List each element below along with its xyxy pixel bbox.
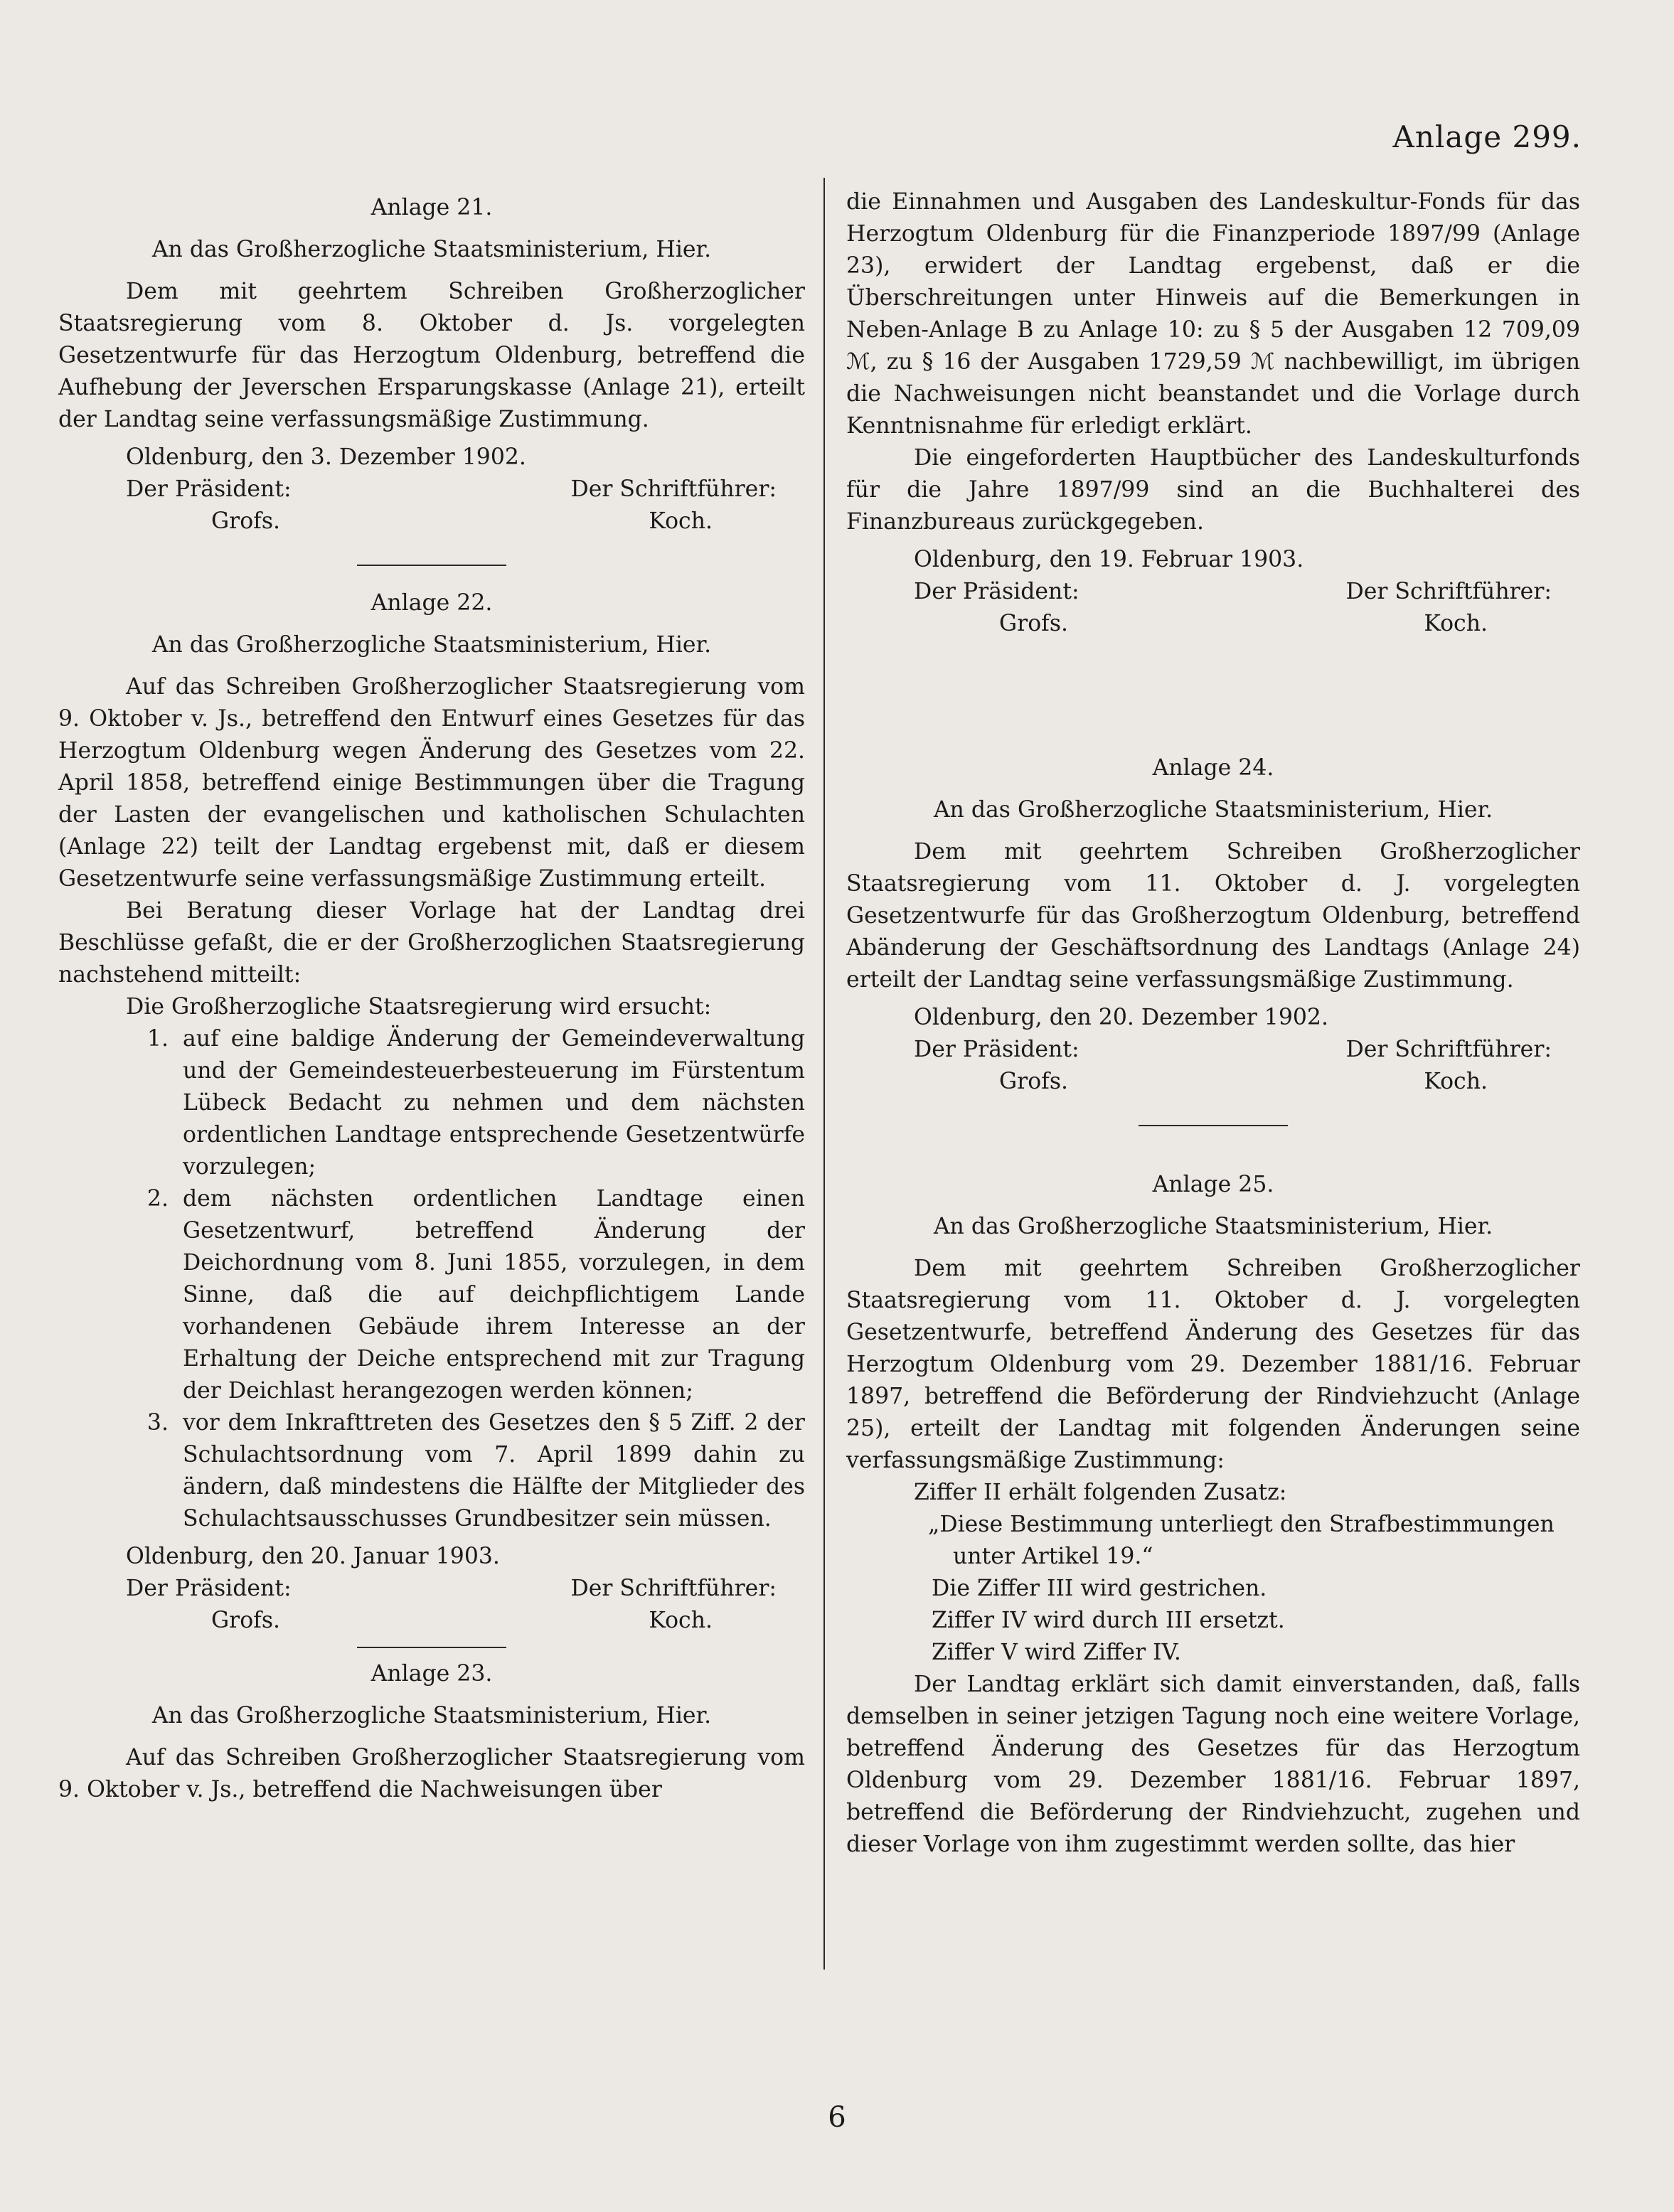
section-title: Anlage 22. [370,590,493,616]
secretary-name: Koch. [1424,611,1488,636]
section-anlage-25 [846,1169,1580,1861]
left-column [58,186,805,1806]
secretary-name: Koch. [1424,1069,1488,1094]
president-label: Der Präsident: [914,1037,1079,1062]
secretary-name: Koch. [649,1608,713,1633]
paragraph: Bei Beratung dieser Vorlage hat der Landtag drei Beschlüsse gefaßt, die er der Großherzoglichen Staatsregierung nachstehend mitteilt: [58,898,805,988]
page-header-label: Anlage 299. [1392,119,1582,154]
signature-labels [846,576,1580,608]
signature-names [58,1605,805,1637]
paragraph: Dem mit geehrtem Schreiben Großherzoglicher Staatsregierung vom 11. Oktober d. J. vorgelegten Gesetzentwurfe für das Großherzogtum Oldenburg, betreffend Abänderung der Geschäftsordnung des Landtags (Anlage 24) erteilt der Landtag seine verfassungsmäßige Zustimmung. [846,839,1580,993]
column-divider [823,178,825,1970]
secretary-label: Der Schriftführer: [1345,1037,1552,1062]
secretary-name: Koch. [649,508,713,534]
date-line: Oldenburg, den 3. Dezember 1902. [126,444,526,470]
addressee: An das Großherzogliche Staatsministerium, Hier. [151,1703,712,1729]
secretary-label: Der Schriftführer: [570,1576,777,1601]
amendment-line: Die Ziffer III wird gestrichen. [932,1576,1267,1601]
secretary-label: Der Schriftführer: [570,476,777,502]
section-anlage-23 [58,1658,805,1806]
section-anlage-23-continued [846,186,1580,640]
section-anlage-21 [58,192,805,538]
paragraph: Dem mit geehrtem Schreiben Großherzoglicher Staatsregierung vom 8. Oktober d. Js. vorgelegten Gesetzentwurfe für das Herzogtum Oldenburg, betreffend die Aufhebung der Jeverschen Ersparungskasse (Anlage 21), erteilt der Landtag seine verfassungsmäßige Zustimmung. [58,279,805,432]
signature-names [846,608,1580,640]
section-title: Anlage 21. [370,195,493,220]
president-name: Grofs. [211,508,281,534]
paragraph: Die eingeforderten Hauptbücher des Landeskulturfonds für die Jahre 1897/99 sind an die Buchhalterei des Finanzbureaus zurückgegeben. [846,445,1580,535]
section-title: Anlage 23. [370,1661,493,1687]
president-name: Grofs. [999,1069,1069,1094]
paragraph: Dem mit geehrtem Schreiben Großherzoglicher Staatsregierung vom 11. Oktober d. J. vorgelegten Gesetzentwurfe, betreffend Änderung des Gesetzes für das Herzogtum Oldenburg vom 29. Dezember 1881/16. Februar 1897, betreffend die Beförderung der Rindviehzucht (Anlage 25), erteilt der Landtag mit folgenden Änderungen seine verfassungsmäßige Zustimmung: [846,1256,1580,1473]
section-separator [357,565,506,566]
addressee: An das Großherzogliche Staatsministerium, Hier. [933,797,1493,823]
president-label: Der Präsident: [126,1576,292,1601]
date-line: Oldenburg, den 20. Januar 1903. [126,1544,500,1569]
section-anlage-22 [58,587,805,1637]
paragraph: Die Großherzogliche Staatsregierung wird ersucht: [126,994,712,1020]
amendment-line: Ziffer V wird Ziffer IV. [932,1640,1181,1665]
quoted-text: unter Artikel 19.“ [953,1544,1153,1569]
signature-names [846,1066,1580,1098]
section-anlage-24 [846,752,1580,1098]
request-list [58,1023,805,1535]
section-separator [1139,1125,1288,1126]
paragraph: Der Landtag erklärt sich damit einverstanden, daß, falls demselben in seiner jetzigen Tagung noch eine weitere Vorlage, betreffend Änderung des Gesetzes für das Herzogtum Oldenburg vom 29. Dezember 1881/16. Februar 1897, betreffend die Beförderung der Rindviehzucht, zugehen und dieser Vorlage von ihm zugestimmt werden sollte, das hier [846,1672,1580,1857]
signature-labels [846,1034,1580,1066]
quoted-text: „Diese Bestimmung unterliegt den Strafbestimmungen [928,1512,1555,1537]
list-item: 2. dem nächsten ordentlichen Landtage einen Gesetzentwurf, betreffend Änderung der Deichordnung vom 8. Juni 1855, vorzulegen, in dem Sinne, daß die auf deichpflichtigem Lande vorhandenen Gebäude ihrem Interesse an der Erhaltung der Deiche entsprechend mit zur Tragung der Deichlast herangezogen werden können; [176,1183,805,1407]
paragraph: Auf das Schreiben Großherzoglicher Staatsregierung vom 9. Oktober v. Js., betreffend den Entwurf eines Gesetzes für das Herzogtum Oldenburg wegen Änderung des Gesetzes vom 22. April 1858, betreffend einige Bestimmungen über die Tragung der Lasten der evangelischen und katholischen Schulachten (Anlage 22) teilt der Landtag ergebenst mit, daß er diesem Gesetzentwurfe seine verfassungsmäßige Zustimmung erteilt. [58,674,805,892]
president-name: Grofs. [999,611,1069,636]
signature-labels [58,1573,805,1605]
paragraph: Auf das Schreiben Großherzoglicher Staatsregierung vom 9. Oktober v. Js., betreffend die Nachweisungen über [58,1745,805,1802]
amendment-line: Ziffer II erhält folgenden Zusatz: [914,1480,1287,1505]
section-separator [357,1647,506,1648]
amendment-line: Ziffer IV wird durch III ersetzt. [932,1608,1285,1633]
addressee: An das Großherzogliche Staatsministerium, Hier. [151,632,712,658]
addressee: An das Großherzogliche Staatsministerium, Hier. [151,237,712,262]
president-label: Der Präsident: [914,579,1079,604]
right-column [846,186,1580,1861]
paragraph: die Einnahmen und Ausgaben des Landeskultur-Fonds für das Herzogtum Oldenburg für die Finanzperiode 1897/99 (Anlage 23), erwidert der Landtag ergebenst, daß er die Überschreitungen unter Hinweis auf die Bemerkungen in Neben-Anlage B zu Anlage 10: zu § 5 der Ausgaben 12 709,09 ℳ, zu § 16 der Ausgaben 1729,59 ℳ nachbewilligt, im übrigen die Nachweisungen nicht beanstandet und die Vorlage durch Kenntnisnahme für erledigt erklärt. [846,189,1580,439]
addressee: An das Großherzogliche Staatsministerium, Hier. [933,1214,1493,1239]
list-item: 1. auf eine baldige Änderung der Gemeindeverwaltung und der Gemeindesteuerbesteuerung im Fürstentum Lübeck Bedacht zu nehmen und dem nächsten ordentlichen Landtage entsprechende Gesetzentwürfe vorzulegen; [176,1023,805,1183]
signature-names [58,506,805,538]
list-item: 3. vor dem Inkrafttreten des Gesetzes den § 5 Ziff. 2 der Schulachtsordnung vom 7. April 1899 dahin zu ändern, daß mindestens die Hälfte der Mitglieder des Schulachtsausschusses Grundbesitzer sein müssen. [176,1407,805,1535]
section-title: Anlage 25. [1152,1172,1274,1197]
spacer [846,640,1580,747]
date-line: Oldenburg, den 19. Februar 1903. [914,547,1304,572]
president-label: Der Präsident: [126,476,292,502]
signature-labels [58,474,805,506]
page-number: 6 [828,2101,846,2134]
secretary-label: Der Schriftführer: [1345,579,1552,604]
date-line: Oldenburg, den 20. Dezember 1902. [914,1005,1328,1030]
president-name: Grofs. [211,1608,281,1633]
section-title: Anlage 24. [1152,755,1274,781]
